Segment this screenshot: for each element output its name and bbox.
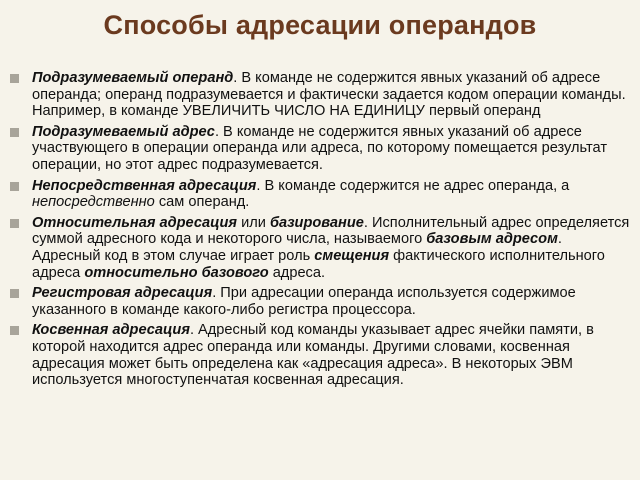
bullet-list (8, 70, 634, 393)
list-item-register-addressing (8, 285, 634, 318)
term-secondary: базирование (269, 214, 364, 231)
term: Регистровая адресация (32, 285, 213, 302)
list-item-immediate-addressing (8, 178, 634, 211)
description-part: фактического исполнительного адреса (32, 247, 605, 281)
square-bullet-icon (10, 219, 19, 228)
description-part: . Адресный код в этом случае играет роль (32, 231, 562, 264)
description-part: . В команде содержится не адрес операнда, а (256, 177, 570, 194)
list-item-indirect-addressing (8, 322, 634, 388)
term: Непосредственная адресация (32, 177, 257, 194)
description-part: адреса. (268, 264, 326, 281)
term: Подразумеваемый адрес (32, 123, 215, 140)
term: Подразумеваемый операнд (32, 70, 234, 86)
description: . В команде не содержится явных указаний об адресе операнда; операнд подразумевается и фактически задается кодом операции команды. Например, в команде УВЕЛИЧИТЬ ЧИСЛО НА ЕДИНИЦУ первый операнд (32, 70, 626, 120)
slide-title: Способы адресации операндов (103, 10, 537, 40)
list-item-implied-operand (8, 70, 634, 120)
description-part: . Исполнительный адрес определяется суммой адресного кода и некоторого числа, называемого (32, 214, 630, 248)
term: Косвенная адресация (32, 322, 190, 339)
square-bullet-icon (10, 128, 19, 137)
list-item-implied-address (8, 124, 634, 174)
description-part: сам операнд. (154, 194, 250, 211)
description: . Адресный код команды указывает адрес ячейки памяти, в которой находится адрес операнда или команды. Другими словами, косвенная адресация может быть определена как «адресация адреса». В некоторых ЭВМ используется многоступенчатая косвенная адресация. (32, 322, 594, 389)
italic-word: непосредственно (32, 194, 155, 211)
square-bullet-icon (10, 74, 19, 83)
description: . При адресации операнда используется содержимое указанного в команде какого-либо регистра процессора. (32, 285, 576, 318)
term-offset: смещения (314, 247, 390, 264)
square-bullet-icon (10, 289, 19, 298)
description: . В команде не содержится явных указаний об адресе участвующего в операции операнда или адреса, по которому помещается результат операции, но этот адрес подразумевается. (32, 123, 607, 173)
connector-word: или (237, 214, 270, 231)
list-item-relative-addressing (8, 215, 634, 281)
term-base-address: базовым адресом (426, 231, 558, 248)
term-relative-base: относительно базового (84, 264, 269, 281)
square-bullet-icon (10, 182, 19, 191)
term: Относительная адресация (32, 214, 238, 231)
square-bullet-icon (10, 326, 19, 335)
